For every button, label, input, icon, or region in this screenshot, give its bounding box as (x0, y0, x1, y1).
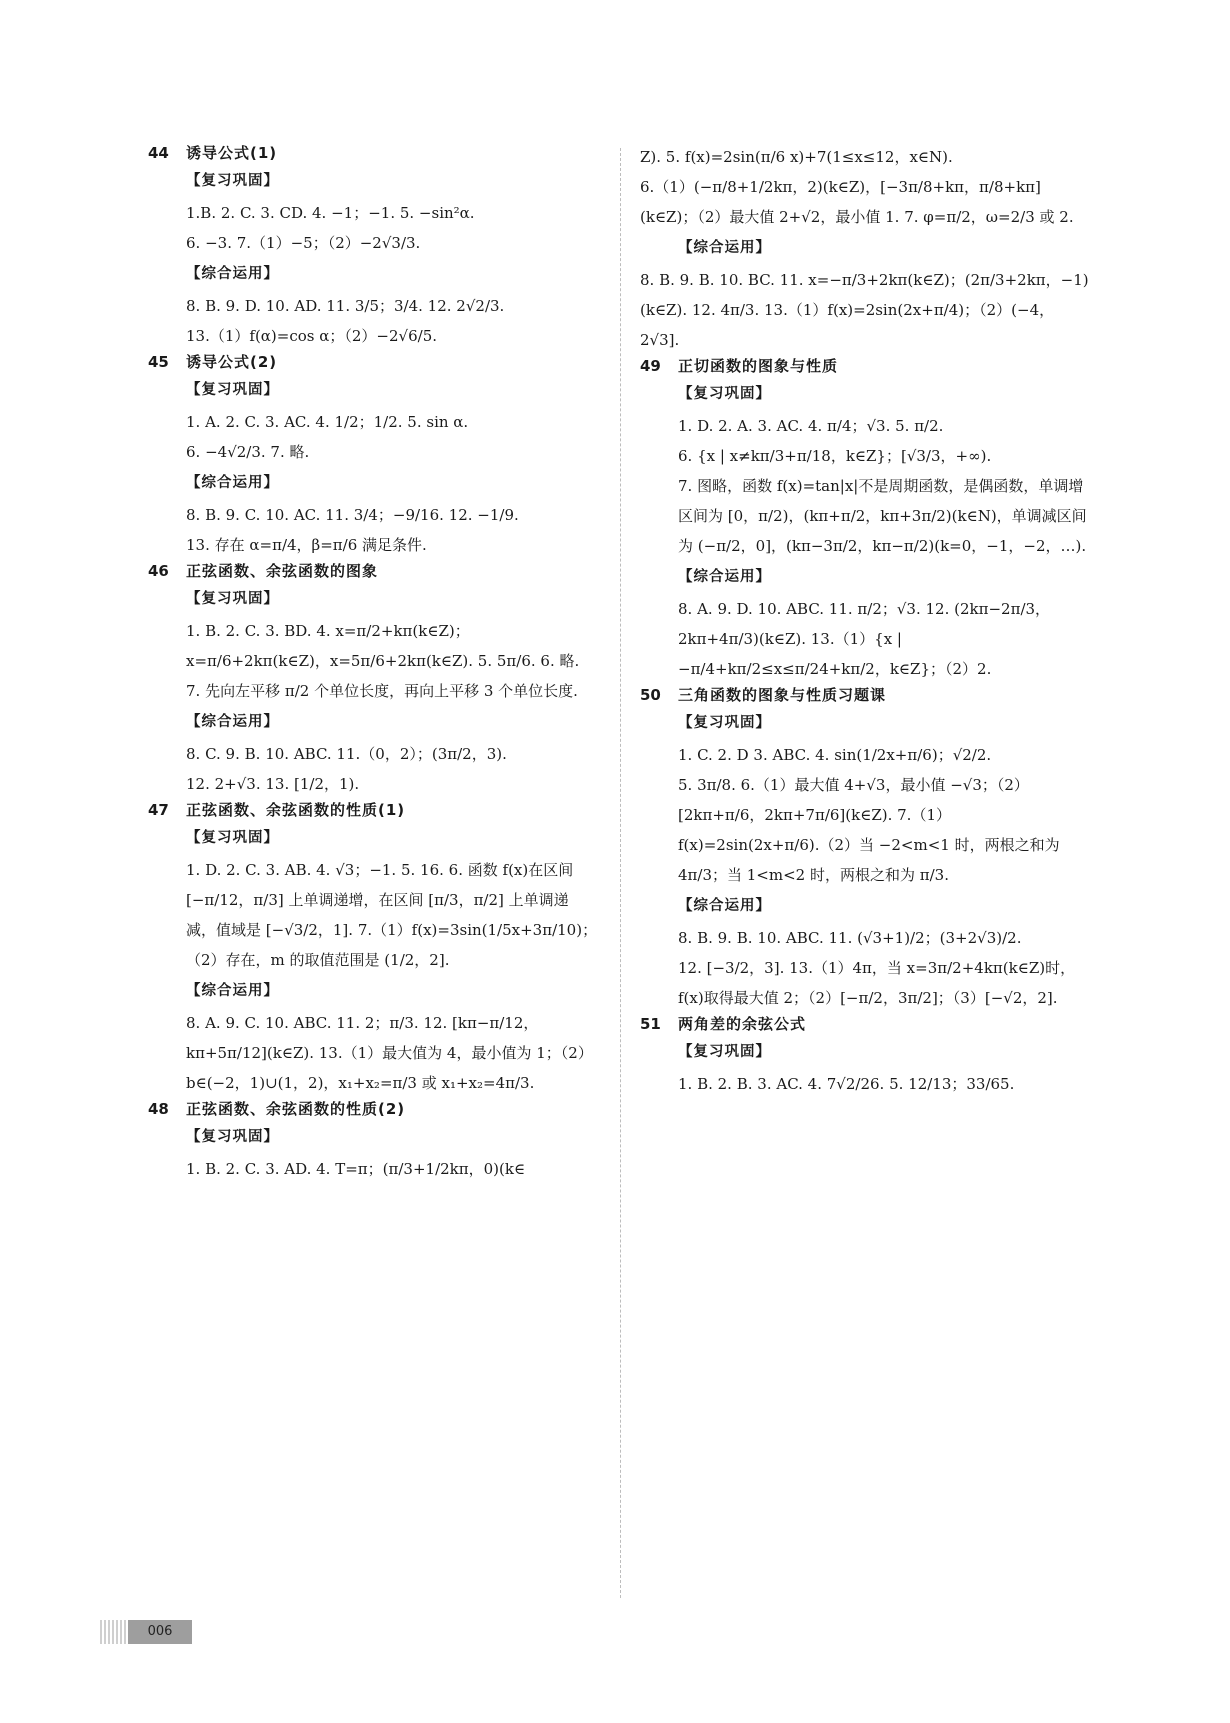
subsection-label: 【复习巩固】 (678, 1044, 771, 1060)
subsection-label: 【综合运用】 (678, 898, 771, 914)
section-heading (148, 799, 598, 820)
section-number: 49 (640, 357, 661, 375)
subsection-label: 【综合运用】 (186, 714, 279, 730)
answer-line: 8. A. 9. C. 10. ABC. 11. 2；π/3. 12. [kπ−π/12，kπ+5π/12](k∈Z). 13.（1）最大值为 4，最小值为 1；（2）b∈(−2，1)∪(1，2)，x₁+x₂=π/3 或 x₁+x₂=4π/3. (186, 1014, 593, 1092)
subsection-label: 【复习巩固】 (186, 591, 279, 607)
answer-line: 7. 先向左平移 π/2 个单位长度，再向上平移 3 个单位长度. (186, 682, 578, 700)
section-heading (148, 560, 598, 581)
section-title: 正切函数的图象与性质 (678, 357, 839, 375)
section-title: 诱导公式(2) (186, 353, 278, 371)
answer-line: 1. D. 2. C. 3. AB. 4. √3；−1. 5. 16. 6. 函数 f(x)在区间 [−π/12，π/3] 上单调递增，在区间 [π/3，π/2] 上单调递减，值域是 [−√3/2，1]. 7.（1）f(x)=3sin(1/5x+3π/10)；（2）存在，m 的取值范围是 (1/2，2]. (186, 861, 598, 969)
answer-line: 8. A. 9. D. 10. ABC. 11. π/2；√3. 12. (2kπ−2π/3，2kπ+4π/3)(k∈Z). 13.（1）{x | −π/4+kπ/2≤x≤π/24+kπ/2，k∈Z}；（2）2. (678, 600, 1051, 678)
answer-continuation: 8. B. 9. B. 10. BC. 11. x=−π/3+2kπ(k∈Z)；(2π/3+2kπ，−1)(k∈Z). 12. 4π/3. 13.（1）f(x)=2sin(2x+π/4)；（2）(−4，2√3]. (640, 271, 1089, 349)
answer-line: 8. C. 9. B. 10. ABC. 11.（0，2）；(3π/2，3). (186, 745, 507, 763)
subsection-label: 【复习巩固】 (186, 382, 279, 398)
section-number: 50 (640, 686, 661, 704)
answer-line: 7. 图略，函数 f(x)=tan|x|不是周期函数，是偶函数，单调增区间为 [0，π/2)，(kπ+π/2，kπ+3π/2)(k∈N)，单调减区间为 (−π/2，0]，(kπ−3π/2，kπ−π/2)(k=0，−1，−2，…). (678, 477, 1087, 555)
answer-line: 1. B. 2. B. 3. AC. 4. 7√2/26. 5. 12/13；33/65. (678, 1075, 1015, 1093)
subsection-label: 【综合运用】 (186, 983, 279, 999)
answer-line: 1. B. 2. C. 3. BD. 4. x=π/2+kπ(k∈Z)；x=π/6+2kπ(k∈Z)，x=5π/6+2kπ(k∈Z). 5. 5π/6. 6. 略. (186, 622, 580, 670)
answer-line: 8. B. 9. D. 10. AD. 11. 3/5；3/4. 12. 2√2/3. (186, 297, 505, 315)
answer-line: 6. −3. 7.（1）−5；（2）−2√3/3. (186, 234, 421, 252)
section-heading (640, 684, 1090, 705)
section-title: 三角函数的图象与性质习题课 (678, 686, 887, 704)
subsection-label: 【复习巩固】 (678, 386, 771, 402)
answer-line: 6. −4√2/3. 7. 略. (186, 443, 310, 461)
subsection-label: 【综合运用】 (678, 569, 771, 585)
answer-line: 12. 2+√3. 13. [1/2，1). (186, 775, 360, 793)
answer-line: 5. 3π/8. 6.（1）最大值 4+√3，最小值 −√3；（2）[2kπ+π/6，2kπ+7π/6](k∈Z). 7.（1）f(x)=2sin(2x+π/6).（2）当 −2<m<1 时，两根之和为 4π/3；当 1<m<2 时，两根之和为 π/3. (678, 776, 1060, 884)
page-number: 006 (128, 1620, 192, 1644)
answer-line: 13.（1）f(α)=cos α；（2）−2√6/5. (186, 327, 438, 345)
answer-continuation: 6.（1）(−π/8+1/2kπ，2)(k∈Z)，[−3π/8+kπ，π/8+kπ](k∈Z)；（2）最大值 2+√2，最小值 1. 7. φ=π/2，ω=2/3 或 2. (640, 178, 1074, 226)
answer-line: 8. B. 9. C. 10. AC. 11. 3/4；−9/16. 12. −1/9. (186, 506, 519, 524)
section-heading (640, 1013, 1090, 1034)
section-title: 正弦函数、余弦函数的图象 (186, 562, 379, 580)
subsection-label: 【复习巩固】 (186, 830, 279, 846)
right-column (640, 142, 1090, 1099)
subsection-label: 【复习巩固】 (678, 715, 771, 731)
section-heading (148, 351, 598, 372)
left-column (148, 142, 598, 1184)
section-number: 47 (148, 801, 169, 819)
answer-continuation: Z). 5. f(x)=2sin(π/6 x)+7(1≤x≤12，x∈N). (640, 148, 953, 166)
section-heading (148, 142, 598, 163)
section-number: 45 (148, 353, 169, 371)
answer-line: 1. C. 2. D 3. ABC. 4. sin(1/2x+π/6)；√2/2. (678, 746, 992, 764)
subsection-label: 【综合运用】 (678, 240, 771, 256)
answer-line: 1. B. 2. C. 3. AD. 4. T=π；(π/3+1/2kπ，0)(k∈ (186, 1160, 526, 1178)
section-number: 44 (148, 144, 169, 162)
answer-line: 1. D. 2. A. 3. AC. 4. π/4；√3. 5. π/2. (678, 417, 944, 435)
subsection-label: 【复习巩固】 (186, 173, 279, 189)
section-title: 正弦函数、余弦函数的性质(2) (186, 1100, 406, 1118)
answer-line: 6. {x | x≠kπ/3+π/18，k∈Z}；[√3/3，+∞). (678, 447, 992, 465)
subsection-label: 【综合运用】 (186, 475, 279, 491)
section-number: 51 (640, 1015, 661, 1033)
answer-line: 8. B. 9. B. 10. ABC. 11. (√3+1)/2；(3+2√3)/2. (678, 929, 1022, 947)
answer-line: 1. A. 2. C. 3. AC. 4. 1/2；1/2. 5. sin α. (186, 413, 469, 431)
section-heading (640, 355, 1090, 376)
subsection-label: 【综合运用】 (186, 266, 279, 282)
subsection-label: 【复习巩固】 (186, 1129, 279, 1145)
section-number: 46 (148, 562, 169, 580)
section-number: 48 (148, 1100, 169, 1118)
section-heading (148, 1098, 598, 1119)
answer-line: 12. [−3/2，3]. 13.（1）4π，当 x=3π/2+4kπ(k∈Z)时，f(x)取得最大值 2；（2）[−π/2，3π/2]；（3）[−√2，2]. (678, 959, 1076, 1007)
section-title: 两角差的余弦公式 (678, 1015, 807, 1033)
answer-line: 1.B. 2. C. 3. CD. 4. −1；−1. 5. −sin²α. (186, 204, 475, 222)
section-title: 诱导公式(1) (186, 144, 278, 162)
section-title: 正弦函数、余弦函数的性质(1) (186, 801, 406, 819)
column-divider (620, 148, 621, 1598)
answer-line: 13. 存在 α=π/4，β=π/6 满足条件. (186, 536, 427, 554)
